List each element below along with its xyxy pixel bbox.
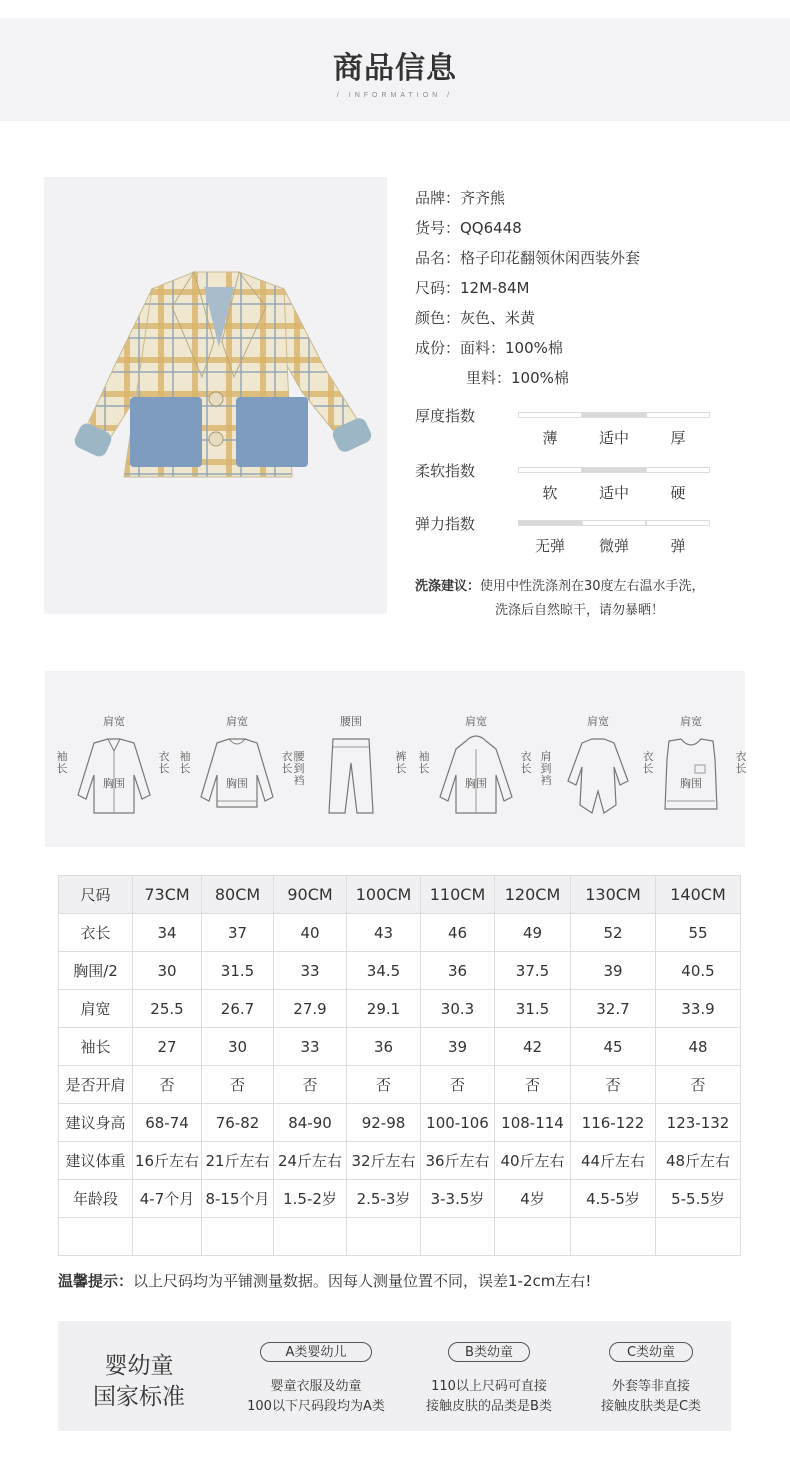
measurement-guide	[45, 671, 745, 847]
index-bar-segment	[582, 520, 646, 526]
wash-line-2: 洗涤后自然晾干，请勿暴晒！	[495, 603, 665, 618]
index-bar-segment	[646, 467, 710, 473]
index-option: 厚	[670, 429, 686, 447]
table-cell: 16斤左右	[133, 1142, 202, 1180]
wash-line-1: 使用中性洗涤剂在30度左右温水手洗，	[480, 579, 705, 594]
table-cell: 21斤左右	[202, 1142, 274, 1180]
table-cell: 55	[656, 914, 741, 952]
index-bar-segment	[518, 467, 582, 473]
standard-class-desc: 接触皮肤类是C类	[600, 1399, 702, 1414]
name-line: 品名：格子印花翻领休闲西装外套	[415, 249, 641, 267]
index-bar-segment	[518, 520, 582, 526]
lining-line: 里料：100%棉	[466, 369, 569, 387]
index-option: 微弹	[598, 537, 629, 555]
table-cell	[421, 1218, 495, 1256]
table-cell: 100-106	[421, 1104, 495, 1142]
table-cell: 92-98	[347, 1104, 421, 1142]
measure-left-label: 袖长	[179, 750, 191, 775]
table-cell: 27	[133, 1028, 202, 1066]
table-cell: 24斤左右	[274, 1142, 347, 1180]
table-cell: 27.9	[274, 990, 347, 1028]
table-cell: 33	[274, 952, 347, 990]
table-cell: 30.3	[421, 990, 495, 1028]
index-bar-segment	[582, 467, 646, 473]
standards-title-1: 婴幼童	[104, 1353, 174, 1379]
standard-class-pill: A类婴幼儿	[260, 1342, 372, 1362]
standard-class-desc: 110以上尺码可直接	[431, 1379, 547, 1394]
table-cell	[202, 1218, 274, 1256]
table-cell: 袖长	[59, 1028, 133, 1066]
table-cell: 否	[495, 1066, 571, 1104]
composition-line: 成份：面料：100%棉	[415, 339, 563, 357]
measure-top-label: 肩宽	[226, 715, 248, 728]
table-cell: 76-82	[202, 1104, 274, 1142]
index-label: 弹力指数	[415, 515, 476, 533]
measure-top-label: 肩宽	[680, 715, 702, 728]
table-cell: 建议体重	[59, 1142, 133, 1180]
table-cell: 胸围/2	[59, 952, 133, 990]
measure-right-label: 衣长	[735, 750, 747, 775]
index-label: 厚度指数	[415, 407, 476, 425]
table-cell: 30	[133, 952, 202, 990]
index-bar-segment	[518, 412, 582, 418]
standard-class-desc: 外套等非直接	[611, 1379, 690, 1394]
index-bar-segment	[646, 412, 710, 418]
table-cell	[133, 1218, 202, 1256]
page-subtitle: / INFORMATION /	[336, 92, 454, 99]
table-cell: 1.5-2岁	[274, 1180, 347, 1218]
index-option: 硬	[670, 484, 686, 502]
table-cell: 31.5	[495, 990, 571, 1028]
jacket-illustration	[44, 177, 387, 614]
table-cell: 52	[571, 914, 656, 952]
index-option: 薄	[542, 429, 558, 447]
table-cell: 34	[133, 914, 202, 952]
wash-advice	[415, 575, 705, 594]
table-header-row	[59, 876, 741, 914]
measure-right-label: 衣长	[520, 750, 532, 775]
page-title: 商品信息	[333, 51, 457, 86]
table-header-cell: 73CM	[133, 876, 202, 914]
table-cell: 否	[421, 1066, 495, 1104]
index-option: 适中	[598, 484, 629, 502]
table-cell	[656, 1218, 741, 1256]
table-cell: 42	[495, 1028, 571, 1066]
measure-center-label: 胸围	[465, 777, 487, 790]
tip-label: 温馨提示：	[58, 1272, 134, 1290]
sku-line: 货号：QQ6448	[415, 219, 522, 237]
size-table	[58, 875, 741, 1256]
table-cell: 5-5.5岁	[656, 1180, 741, 1218]
measure-item	[177, 711, 297, 821]
table-cell	[495, 1218, 571, 1256]
table-cell: 49	[495, 914, 571, 952]
table-cell: 37.5	[495, 952, 571, 990]
table-row	[59, 1218, 741, 1256]
standard-class-desc: 婴童衣服及幼童	[270, 1379, 362, 1394]
table-cell: 否	[274, 1066, 347, 1104]
table-cell: 44斤左右	[571, 1142, 656, 1180]
measure-right-label: 衣长	[158, 750, 170, 775]
wash-label: 洗涤建议：	[415, 579, 481, 594]
measure-center-label: 胸围	[103, 777, 125, 790]
table-cell: 建议身高	[59, 1104, 133, 1142]
table-cell: 40斤左右	[495, 1142, 571, 1180]
table-cell: 116-122	[571, 1104, 656, 1142]
table-cell: 36斤左右	[421, 1142, 495, 1180]
measure-right-label: 衣长	[281, 750, 293, 775]
table-cell: 否	[347, 1066, 421, 1104]
table-cell: 123-132	[656, 1104, 741, 1142]
table-cell: 2.5-3岁	[347, 1180, 421, 1218]
table-cell: 是否开肩	[59, 1066, 133, 1104]
brand-line: 品牌：齐齐熊	[415, 189, 506, 207]
table-cell: 37	[202, 914, 274, 952]
table-header-cell: 130CM	[571, 876, 656, 914]
table-cell: 40.5	[656, 952, 741, 990]
measure-top-label: 肩宽	[587, 715, 609, 728]
standard-class-pill: B类幼童	[448, 1342, 530, 1362]
table-cell: 45	[571, 1028, 656, 1066]
table-cell: 29.1	[347, 990, 421, 1028]
table-cell	[571, 1218, 656, 1256]
table-cell: 84-90	[274, 1104, 347, 1142]
table-header-cell: 120CM	[495, 876, 571, 914]
product-image	[44, 177, 387, 614]
table-row	[59, 990, 741, 1028]
standard-class-desc: 接触皮肤的品类是B类	[426, 1399, 552, 1414]
table-cell: 36	[347, 1028, 421, 1066]
table-cell: 68-74	[133, 1104, 202, 1142]
table-row	[59, 1142, 741, 1180]
table-cell: 108-114	[495, 1104, 571, 1142]
index-option: 弹	[670, 537, 686, 555]
table-cell: 3-3.5岁	[421, 1180, 495, 1218]
table-cell: 衣长	[59, 914, 133, 952]
table-cell: 25.5	[133, 990, 202, 1028]
table-header-cell: 100CM	[347, 876, 421, 914]
pants-icon	[311, 735, 391, 821]
table-row	[59, 914, 741, 952]
standard-class-pill: C类幼童	[609, 1342, 693, 1362]
table-header-cell: 尺码	[59, 876, 133, 914]
table-header-cell: 90CM	[274, 876, 347, 914]
measure-item	[291, 711, 411, 821]
table-header-cell: 140CM	[656, 876, 741, 914]
table-cell: 26.7	[202, 990, 274, 1028]
index-option: 适中	[598, 429, 629, 447]
table-row	[59, 952, 741, 990]
index-bar-segment	[646, 520, 710, 526]
size-tip	[58, 1270, 591, 1291]
index-bar-segment	[582, 412, 646, 418]
table-header-cell: 110CM	[421, 876, 495, 914]
table-cell: 31.5	[202, 952, 274, 990]
index-option: 软	[542, 484, 558, 502]
measure-right-label: 衣长	[642, 750, 654, 775]
table-cell: 4岁	[495, 1180, 571, 1218]
table-cell: 33.9	[656, 990, 741, 1028]
measure-left-label: 袖长	[56, 750, 68, 775]
table-cell: 36	[421, 952, 495, 990]
table-cell: 39	[571, 952, 656, 990]
measure-center-label: 胸围	[680, 777, 702, 790]
measure-left-label: 肩到裆	[540, 750, 552, 787]
national-standards	[58, 1321, 731, 1431]
index-option: 无弹	[534, 537, 565, 555]
table-cell	[347, 1218, 421, 1256]
table-cell	[59, 1218, 133, 1256]
table-cell: 39	[421, 1028, 495, 1066]
table-row	[59, 1104, 741, 1142]
table-cell: 否	[133, 1066, 202, 1104]
measure-top-label: 腰围	[340, 715, 362, 728]
table-cell: 30	[202, 1028, 274, 1066]
table-cell: 32斤左右	[347, 1142, 421, 1180]
table-cell: 8-15个月	[202, 1180, 274, 1218]
measure-center-label: 胸围	[226, 777, 248, 790]
standards-title-2: 国家标准	[93, 1384, 185, 1410]
table-cell: 32.7	[571, 990, 656, 1028]
table-header-cell: 80CM	[202, 876, 274, 914]
table-cell: 年龄段	[59, 1180, 133, 1218]
measure-top-label: 肩宽	[103, 715, 125, 728]
table-cell: 4.5-5岁	[571, 1180, 656, 1218]
standard-class-desc: 100以下尺码段均为A类	[247, 1399, 385, 1414]
table-cell: 否	[202, 1066, 274, 1104]
table-row	[59, 1180, 741, 1218]
color-line: 颜色：灰色、米黄	[415, 309, 536, 327]
measure-left-label: 袖长	[418, 750, 430, 775]
tip-text: 以上尺码均为平铺测量数据。因每人测量位置不同，误差1-2cm左右!	[133, 1272, 592, 1290]
table-cell: 43	[347, 914, 421, 952]
size-line: 尺码：12M-84M	[415, 279, 530, 297]
measure-item	[631, 711, 751, 821]
measure-top-label: 肩宽	[465, 715, 487, 728]
table-row	[59, 1066, 741, 1104]
measure-right-label: 裤长	[395, 750, 407, 775]
index-label: 柔软指数	[415, 462, 476, 480]
table-cell: 46	[421, 914, 495, 952]
table-cell: 48	[656, 1028, 741, 1066]
table-cell: 33	[274, 1028, 347, 1066]
table-cell: 否	[571, 1066, 656, 1104]
table-cell: 肩宽	[59, 990, 133, 1028]
table-row	[59, 1028, 741, 1066]
romper-icon	[558, 735, 638, 821]
measure-item	[416, 711, 536, 821]
table-cell	[274, 1218, 347, 1256]
measure-left-label: 腰到裆	[293, 750, 305, 787]
table-cell: 4-7个月	[133, 1180, 202, 1218]
table-cell: 48斤左右	[656, 1142, 741, 1180]
measure-item	[54, 711, 174, 821]
table-cell: 否	[656, 1066, 741, 1104]
table-cell: 34.5	[347, 952, 421, 990]
table-cell: 40	[274, 914, 347, 952]
